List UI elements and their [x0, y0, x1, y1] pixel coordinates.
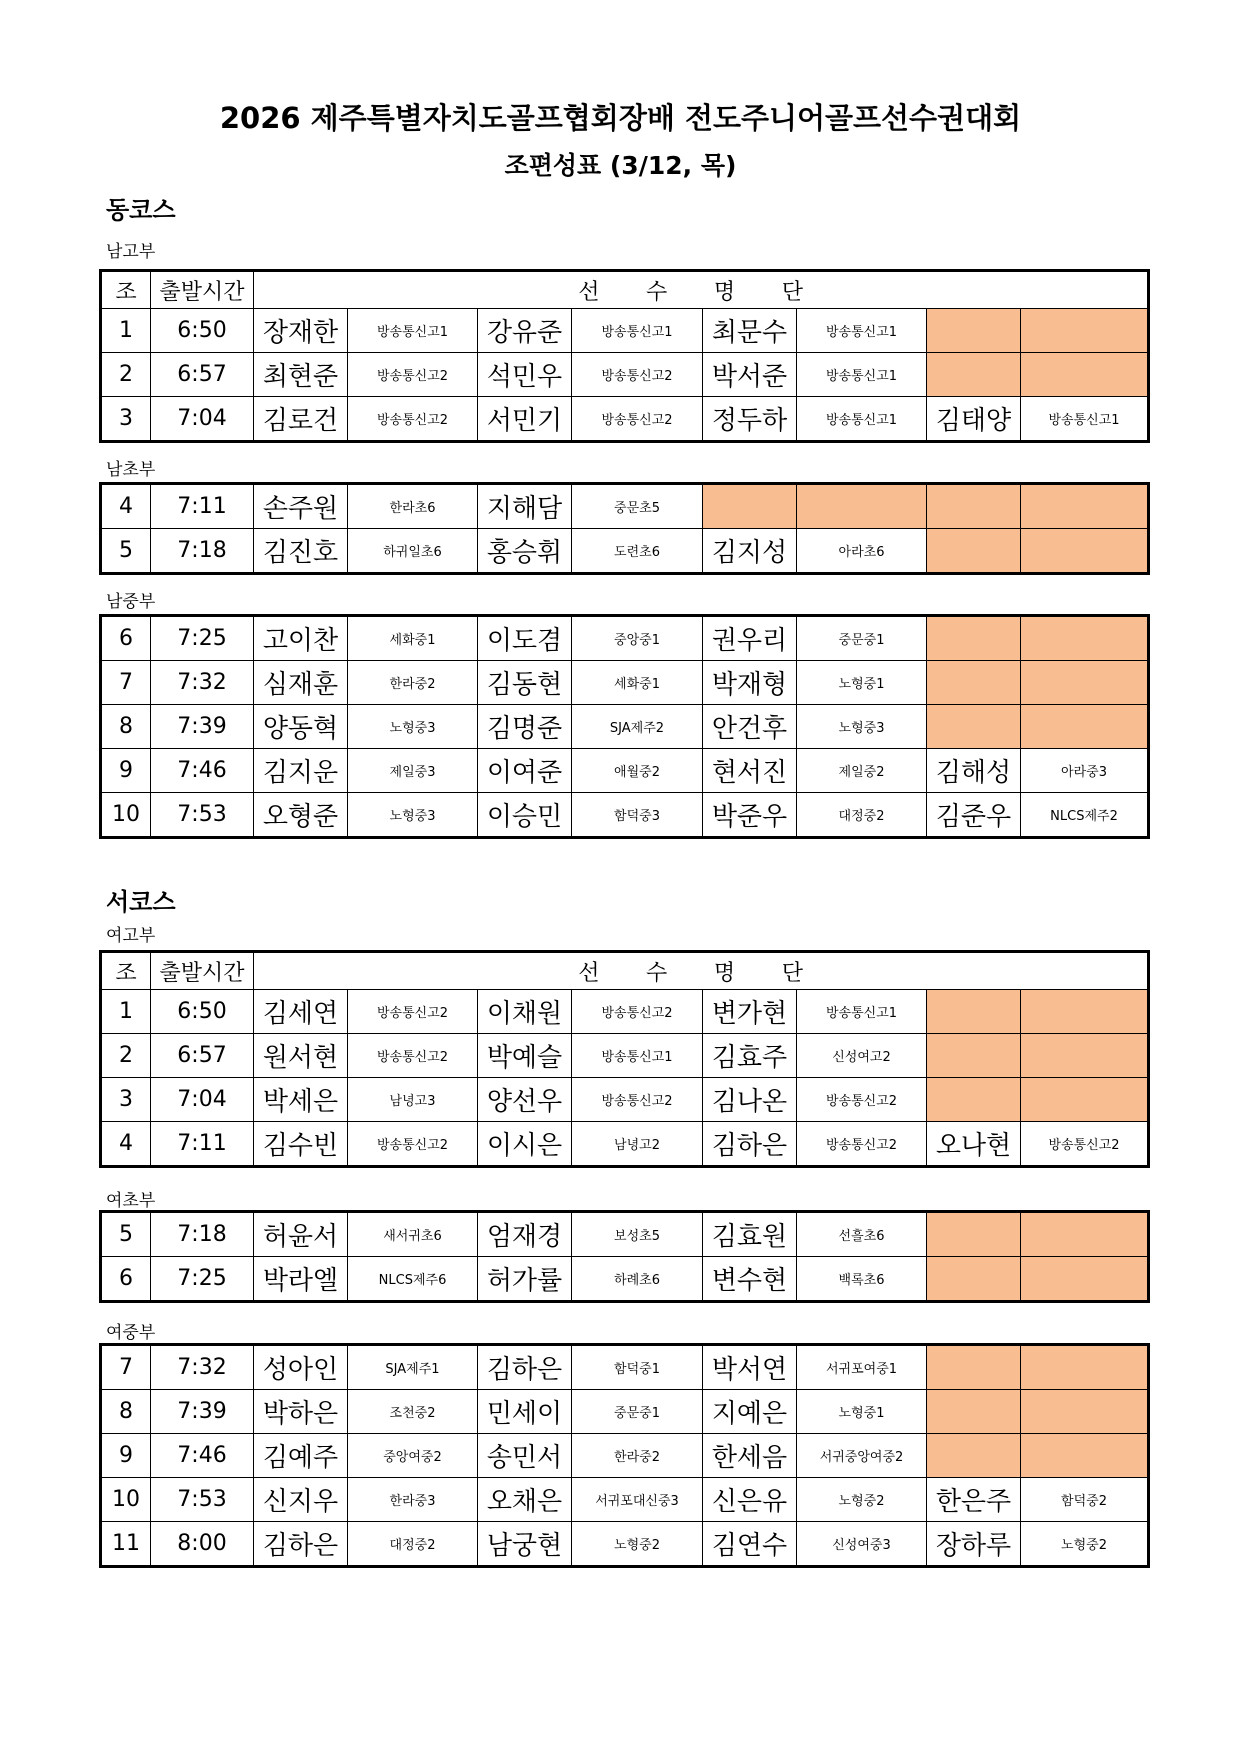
player-school: 제일중3 [348, 749, 478, 793]
tee-time: 7:39 [151, 705, 254, 749]
player-school: 아라중3 [1021, 749, 1149, 793]
player-school: 대정중2 [348, 1522, 478, 1567]
player-name: 김동현 [478, 661, 572, 705]
tee-time: 8:00 [151, 1522, 254, 1567]
player-school: 노형중3 [348, 793, 478, 838]
player-name: 지해담 [478, 484, 572, 529]
player-school: 방송통신고2 [348, 397, 478, 442]
tee-time: 7:32 [151, 1345, 254, 1390]
tee-time: 6:57 [151, 353, 254, 397]
group-number: 10 [101, 1478, 151, 1522]
player-name: 이시은 [478, 1122, 572, 1167]
player-name: 한은주 [927, 1478, 1021, 1522]
player-school: 새서귀초6 [348, 1212, 478, 1257]
tee-time-table [99, 269, 1150, 443]
player-school: 방송통신고1 [797, 990, 927, 1034]
empty-slot [927, 309, 1021, 353]
group-number: 4 [101, 1122, 151, 1167]
player-school: 방송통신고2 [797, 1122, 927, 1167]
player-school: 백록초6 [797, 1257, 927, 1302]
player-school: 노형중1 [797, 661, 927, 705]
tee-time: 6:50 [151, 309, 254, 353]
player-school: 애월중2 [572, 749, 703, 793]
player-school: 아라초6 [797, 529, 927, 574]
player-school: 도련초6 [572, 529, 703, 574]
empty-slot [1021, 661, 1149, 705]
empty-slot [1021, 1078, 1149, 1122]
player-name: 김나온 [703, 1078, 797, 1122]
tee-time: 7:39 [151, 1390, 254, 1434]
player-name: 김효주 [703, 1034, 797, 1078]
player-school: 중문초5 [572, 484, 703, 529]
tee-time: 7:18 [151, 1212, 254, 1257]
player-school: 방송통신고1 [797, 353, 927, 397]
empty-slot [1021, 616, 1149, 661]
player-school: 한라중2 [348, 661, 478, 705]
header-time: 출발시간 [151, 271, 254, 309]
player-name: 지예은 [703, 1390, 797, 1434]
table-row [101, 1122, 1149, 1167]
empty-slot [1021, 705, 1149, 749]
group-number: 7 [101, 661, 151, 705]
player-school: 세화중1 [572, 661, 703, 705]
player-school: 방송통신고2 [348, 990, 478, 1034]
table-row [101, 1257, 1149, 1302]
player-school: 중문중1 [797, 616, 927, 661]
player-school: 서귀포여중1 [797, 1345, 927, 1390]
player-school: 방송통신고1 [348, 309, 478, 353]
player-school: 세화중1 [348, 616, 478, 661]
player-name: 김지성 [703, 529, 797, 574]
tee-time: 7:18 [151, 529, 254, 574]
empty-slot [927, 661, 1021, 705]
player-school: 방송통신고2 [572, 397, 703, 442]
tee-time: 6:50 [151, 990, 254, 1034]
player-name: 박예슬 [478, 1034, 572, 1078]
player-school: 제일중2 [797, 749, 927, 793]
player-school: 노형중2 [1021, 1522, 1149, 1567]
player-name: 권우리 [703, 616, 797, 661]
empty-slot [1021, 1257, 1149, 1302]
empty-slot [1021, 990, 1149, 1034]
player-name: 강유준 [478, 309, 572, 353]
division-label: 여고부 [106, 926, 156, 946]
table-row [101, 1078, 1149, 1122]
player-school: 방송통신고1 [1021, 397, 1149, 442]
player-school: 대정중2 [797, 793, 927, 838]
empty-slot [927, 1390, 1021, 1434]
player-name: 송민서 [478, 1434, 572, 1478]
group-number: 3 [101, 397, 151, 442]
empty-slot [1021, 309, 1149, 353]
player-school: 신성여중3 [797, 1522, 927, 1567]
player-name: 이여준 [478, 749, 572, 793]
player-name: 김세연 [254, 990, 348, 1034]
player-school: 한라초6 [348, 484, 478, 529]
tee-time: 7:46 [151, 1434, 254, 1478]
table-row [101, 309, 1149, 353]
tee-time: 7:11 [151, 484, 254, 529]
player-school: 노형중1 [797, 1390, 927, 1434]
player-name: 정두하 [703, 397, 797, 442]
tee-time: 7:25 [151, 616, 254, 661]
tee-time-table [99, 614, 1150, 839]
player-school: 방송통신고2 [348, 1122, 478, 1167]
player-name: 성아인 [254, 1345, 348, 1390]
empty-slot [927, 529, 1021, 574]
empty-slot [927, 705, 1021, 749]
player-school: 노형중3 [348, 705, 478, 749]
player-name: 신은유 [703, 1478, 797, 1522]
player-name: 김명준 [478, 705, 572, 749]
group-number: 6 [101, 1257, 151, 1302]
player-school: 남녕고2 [572, 1122, 703, 1167]
player-name: 서민기 [478, 397, 572, 442]
division-label: 여초부 [106, 1191, 156, 1211]
table-row [101, 1522, 1149, 1567]
table-row [101, 353, 1149, 397]
player-name: 이승민 [478, 793, 572, 838]
empty-slot [1021, 1390, 1149, 1434]
division-label: 여중부 [106, 1323, 156, 1343]
player-name: 신지우 [254, 1478, 348, 1522]
player-name: 김예주 [254, 1434, 348, 1478]
player-name: 한세음 [703, 1434, 797, 1478]
tee-time-table [99, 482, 1150, 575]
group-number: 6 [101, 616, 151, 661]
player-name: 허가률 [478, 1257, 572, 1302]
player-name: 엄재경 [478, 1212, 572, 1257]
player-school: 남녕고3 [348, 1078, 478, 1122]
empty-slot [703, 484, 797, 529]
player-school: 신성여고2 [797, 1034, 927, 1078]
player-name: 최문수 [703, 309, 797, 353]
player-name: 김연수 [703, 1522, 797, 1567]
table-row [101, 1034, 1149, 1078]
player-name: 박서연 [703, 1345, 797, 1390]
header-roster: 선 수 명 단 [254, 952, 1149, 990]
group-number: 1 [101, 990, 151, 1034]
player-name: 박재형 [703, 661, 797, 705]
player-name: 이채원 [478, 990, 572, 1034]
player-school: 한라중2 [572, 1434, 703, 1478]
player-name: 심재훈 [254, 661, 348, 705]
group-number: 4 [101, 484, 151, 529]
player-school: SJA제주1 [348, 1345, 478, 1390]
player-name: 남궁현 [478, 1522, 572, 1567]
player-school: 방송통신고2 [572, 353, 703, 397]
group-number: 9 [101, 1434, 151, 1478]
player-name: 김효원 [703, 1212, 797, 1257]
player-name: 이도겸 [478, 616, 572, 661]
player-name: 변수현 [703, 1257, 797, 1302]
empty-slot [927, 990, 1021, 1034]
player-name: 김진호 [254, 529, 348, 574]
player-name: 박라엘 [254, 1257, 348, 1302]
empty-slot [927, 1034, 1021, 1078]
player-school: 방송통신고1 [572, 1034, 703, 1078]
player-school: 한라중3 [348, 1478, 478, 1522]
player-school: 서귀포대신중3 [572, 1478, 703, 1522]
player-name: 고이찬 [254, 616, 348, 661]
empty-slot [927, 1078, 1021, 1122]
table-row [101, 397, 1149, 442]
player-name: 변가현 [703, 990, 797, 1034]
player-name: 김태양 [927, 397, 1021, 442]
empty-slot [1021, 1212, 1149, 1257]
table-row [101, 1434, 1149, 1478]
player-school: 방송통신고1 [797, 309, 927, 353]
empty-slot [927, 1345, 1021, 1390]
player-school: 방송통신고2 [1021, 1122, 1149, 1167]
player-school: 중앙여중2 [348, 1434, 478, 1478]
player-school: 노형중2 [572, 1522, 703, 1567]
course-title: 동코스 [106, 196, 176, 224]
tee-time: 7:04 [151, 397, 254, 442]
empty-slot [797, 484, 927, 529]
player-school: 함덕중3 [572, 793, 703, 838]
player-name: 양선우 [478, 1078, 572, 1122]
player-name: 김준우 [927, 793, 1021, 838]
player-school: 조천중2 [348, 1390, 478, 1434]
player-school: 방송통신고2 [348, 1034, 478, 1078]
table-row [101, 616, 1149, 661]
player-name: 양동혁 [254, 705, 348, 749]
empty-slot [1021, 529, 1149, 574]
player-name: 현서진 [703, 749, 797, 793]
player-name: 최현준 [254, 353, 348, 397]
group-number: 5 [101, 1212, 151, 1257]
header-roster: 선 수 명 단 [254, 271, 1149, 309]
empty-slot [927, 1212, 1021, 1257]
tee-time-table [99, 1343, 1150, 1568]
group-number: 2 [101, 1034, 151, 1078]
player-school: 중문중1 [572, 1390, 703, 1434]
group-number: 5 [101, 529, 151, 574]
group-number: 3 [101, 1078, 151, 1122]
player-name: 박준우 [703, 793, 797, 838]
empty-slot [1021, 1034, 1149, 1078]
player-name: 박세은 [254, 1078, 348, 1122]
player-school: 노형중2 [797, 1478, 927, 1522]
player-name: 손주원 [254, 484, 348, 529]
player-school: SJA제주2 [572, 705, 703, 749]
empty-slot [927, 1257, 1021, 1302]
course-title: 서코스 [106, 888, 176, 916]
player-school: NLCS제주2 [1021, 793, 1149, 838]
player-school: 보성초5 [572, 1212, 703, 1257]
tee-time: 7:25 [151, 1257, 254, 1302]
division-label: 남초부 [106, 460, 156, 480]
tee-time: 7:32 [151, 661, 254, 705]
page-subtitle: 조편성표 (3/12, 목) [504, 151, 737, 180]
player-school: 방송통신고1 [797, 397, 927, 442]
player-school: 방송통신고2 [572, 1078, 703, 1122]
table-row [101, 484, 1149, 529]
player-name: 홍승휘 [478, 529, 572, 574]
player-name: 김수빈 [254, 1122, 348, 1167]
header-group: 조 [101, 952, 151, 990]
division-label: 남중부 [106, 592, 156, 612]
tee-time: 7:53 [151, 1478, 254, 1522]
empty-slot [1021, 1434, 1149, 1478]
empty-slot [927, 353, 1021, 397]
table-row [101, 1478, 1149, 1522]
empty-slot [1021, 1345, 1149, 1390]
player-name: 김하은 [703, 1122, 797, 1167]
table-row [101, 529, 1149, 574]
tee-time: 7:53 [151, 793, 254, 838]
header-row [101, 271, 1149, 309]
group-number: 1 [101, 309, 151, 353]
empty-slot [1021, 353, 1149, 397]
player-name: 김로건 [254, 397, 348, 442]
player-name: 박하은 [254, 1390, 348, 1434]
player-name: 안건후 [703, 705, 797, 749]
empty-slot [1021, 484, 1149, 529]
player-school: 함덕중2 [1021, 1478, 1149, 1522]
group-number: 7 [101, 1345, 151, 1390]
player-school: 방송통신고2 [797, 1078, 927, 1122]
header-time: 출발시간 [151, 952, 254, 990]
group-number: 8 [101, 1390, 151, 1434]
group-number: 8 [101, 705, 151, 749]
player-name: 김하은 [478, 1345, 572, 1390]
player-name: 석민우 [478, 353, 572, 397]
player-school: NLCS제주6 [348, 1257, 478, 1302]
empty-slot [927, 484, 1021, 529]
player-name: 장재한 [254, 309, 348, 353]
empty-slot [927, 616, 1021, 661]
table-row [101, 705, 1149, 749]
player-school: 방송통신고1 [572, 309, 703, 353]
player-name: 김지운 [254, 749, 348, 793]
player-name: 장하루 [927, 1522, 1021, 1567]
table-row [101, 749, 1149, 793]
player-name: 박서준 [703, 353, 797, 397]
player-school: 서귀중앙여중2 [797, 1434, 927, 1478]
player-school: 함덕중1 [572, 1345, 703, 1390]
tee-time: 7:04 [151, 1078, 254, 1122]
table-row [101, 1345, 1149, 1390]
player-school: 하례초6 [572, 1257, 703, 1302]
player-name: 오형준 [254, 793, 348, 838]
header-row [101, 952, 1149, 990]
tee-time-table [99, 1210, 1150, 1303]
player-name: 김하은 [254, 1522, 348, 1567]
table-row [101, 661, 1149, 705]
page-title: 2026 제주특별자치도골프협회장배 전도주니어골프선수권대회 [219, 101, 1022, 135]
player-school: 노형중3 [797, 705, 927, 749]
empty-slot [927, 1434, 1021, 1478]
player-school: 하귀일초6 [348, 529, 478, 574]
group-number: 11 [101, 1522, 151, 1567]
player-name: 허윤서 [254, 1212, 348, 1257]
player-name: 오채은 [478, 1478, 572, 1522]
table-row [101, 793, 1149, 838]
player-school: 선흘초6 [797, 1212, 927, 1257]
table-row [101, 1390, 1149, 1434]
group-number: 9 [101, 749, 151, 793]
tee-time: 7:46 [151, 749, 254, 793]
player-name: 오나현 [927, 1122, 1021, 1167]
tee-time: 7:11 [151, 1122, 254, 1167]
division-label: 남고부 [106, 242, 156, 262]
player-school: 방송통신고2 [572, 990, 703, 1034]
header-group: 조 [101, 271, 151, 309]
player-name: 원서현 [254, 1034, 348, 1078]
group-number: 10 [101, 793, 151, 838]
player-name: 김해성 [927, 749, 1021, 793]
group-number: 2 [101, 353, 151, 397]
player-name: 민세이 [478, 1390, 572, 1434]
table-row [101, 990, 1149, 1034]
table-row [101, 1212, 1149, 1257]
player-school: 방송통신고2 [348, 353, 478, 397]
player-school: 중앙중1 [572, 616, 703, 661]
tee-time-table [99, 950, 1150, 1168]
tee-time: 6:57 [151, 1034, 254, 1078]
